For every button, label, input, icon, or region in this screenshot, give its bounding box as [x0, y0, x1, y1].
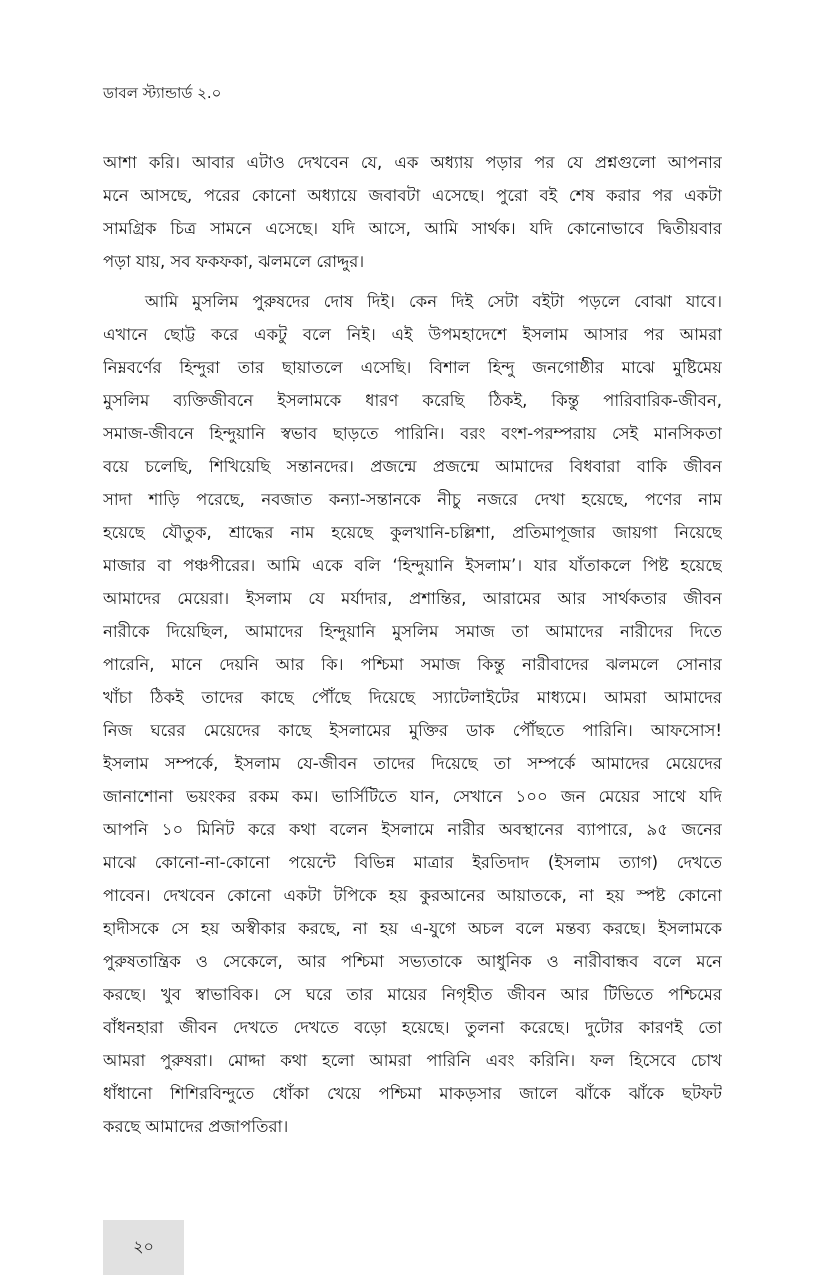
- text-line: সামগ্রিক চিত্র সামনে এসেছে। যদি আসে, আমি সার্থক। যদি কোনোভাবে দ্বিতীয়বার: [103, 219, 722, 238]
- page-number-box: [103, 1220, 184, 1275]
- text-line: নারীকে দিয়েছিল, আমাদের হিন্দুয়ানি মুসলিম সমাজ তা আমাদের নারীদের দিতে: [103, 622, 722, 641]
- text-line: করছে আমাদের প্রজাপতিরা।: [103, 1117, 289, 1136]
- body-text: [103, 146, 722, 1143]
- page-number: ২০: [133, 1237, 154, 1256]
- text-line: মনে আসছে, পরের কোনো অধ্যায়ে জবাবটা এসেছে। পুরো বই শেষ করার পর একটা: [103, 186, 722, 205]
- text-line: নিম্নবর্ণের হিন্দুরা তার ছায়াতলে এসেছি। বিশাল হিন্দু জনগোষ্ঠীর মাঝে মুষ্টিমেয়: [103, 358, 722, 377]
- text-line: পড়া যায়, সব ফকফকা, ঝলমলে রোদ্দুর।: [103, 252, 365, 271]
- text-line: নিজ ঘরের মেয়েদের কাছে ইসলামের মুক্তির ডাক পৌঁছতে পারিনি। আফসোস!: [103, 721, 722, 740]
- text-line: আমরা পুরুষরা। মোদ্দা কথা হলো আমরা পারিনি এবং করিনি। ফল হিসেবে চোখ: [103, 1051, 722, 1070]
- paragraph: [103, 285, 722, 1143]
- text-line: করছে। খুব স্বাভাবিক। সে ঘরে তার মায়ের নিগৃহীত জীবন আর টিভিতে পশ্চিমের: [103, 985, 722, 1004]
- text-line: পাবেন। দেখবেন কোনো একটা টপিকে হয় কুরআনের আয়াতকে, না হয় স্পষ্ট কোনো: [103, 886, 722, 905]
- text-line: সাদা শাড়ি পরেছে, নবজাত কন্যা-সন্তানকে নীচু নজরে দেখা হয়েছে, পণের নাম: [103, 490, 722, 509]
- running-header: ডাবল স্ট্যান্ডার্ড ২.০: [103, 84, 222, 102]
- text-line: মাজার বা পঞ্চপীরের। আমি একে বলি ‘হিন্দুয়ানি ইসলাম’। যার যাঁতাকলে পিষ্ট হয়েছে: [103, 556, 722, 575]
- text-line: হাদীসকে সে হয় অস্বীকার করছে, না হয় এ-যুগে অচল বলে মন্তব্য করছে। ইসলামকে: [103, 919, 722, 938]
- text-line: জানাশোনা ভয়ংকর রকম কম। ভার্সিটিতে যান, সেখানে ১০০ জন মেয়ের সাথে যদি: [103, 787, 722, 806]
- text-line: বাঁধনহারা জীবন দেখতে দেখতে বড়ো হয়েছে। তুলনা করেছে। দুটোর কারণই তো: [103, 1018, 722, 1037]
- paragraph: [103, 146, 722, 278]
- text-line: সমাজ-জীবনে হিন্দুয়ানি স্বভাব ছাড়তে পারিনি। বরং বংশ-পরম্পরায় সেই মানসিকতা: [103, 424, 722, 443]
- text-line: আশা করি। আবার এটাও দেখবেন যে, এক অধ্যায় পড়ার পর যে প্রশ্নগুলো আপনার: [103, 153, 722, 172]
- text-line: পারেনি, মানে দেয়নি আর কি। পশ্চিমা সমাজ কিন্তু নারীবাদের ঝলমলে সোনার: [103, 655, 722, 674]
- text-line: আমাদের মেয়েরা। ইসলাম যে মর্যাদার, প্রশান্তির, আরামের আর সার্থকতার জীবন: [103, 589, 722, 608]
- text-line: পুরুষতান্ত্রিক ও সেকেলে, আর পশ্চিমা সভ্যতাকে আধুনিক ও নারীবান্ধব বলে মনে: [103, 952, 722, 971]
- text-line: আপনি ১০ মিনিট করে কথা বলেন ইসলামে নারীর অবস্থানের ব্যাপারে, ৯৫ জনের: [103, 820, 722, 839]
- text-line: খাঁচা ঠিকই তাদের কাছে পৌঁছে দিয়েছে স্যাটেলাইটের মাধ্যমে। আমরা আমাদের: [103, 688, 722, 707]
- text-line: বয়ে চলেছি, শিখিয়েছি সন্তানদের। প্রজন্মে প্রজন্মে আমাদের বিধবারা বাকি জীবন: [103, 457, 722, 476]
- text-line: এখানে ছোট্ট করে একটু বলে নিই। এই উপমহাদেশে ইসলাম আসার পর আমরা: [103, 325, 722, 344]
- text-line: মাঝে কোনো-না-কোনো পয়েন্টে বিভিন্ন মাত্রার ইরতিদাদ (ইসলাম ত্যাগ) দেখতে: [103, 853, 722, 872]
- text-line: মুসলিম ব্যক্তিজীবনে ইসলামকে ধারণ করেছি ঠিকই, কিন্তু পারিবারিক-জীবন,: [103, 391, 722, 410]
- text-line: হয়েছে যৌতুক, শ্রাদ্ধের নাম হয়েছে কুলখানি-চল্লিশা, প্রতিমাপূজার জায়গা নিয়েছে: [103, 523, 722, 542]
- text-line: ইসলাম সম্পর্কে, ইসলাম যে-জীবন তাদের দিয়েছে তা সম্পর্কে আমাদের মেয়েদের: [103, 754, 722, 773]
- text-line: আমি মুসলিম পুরুষদের দোষ দিই। কেন দিই সেটা বইটা পড়লে বোঝা যাবে।: [145, 292, 722, 311]
- text-line: ধাঁধানো শিশিরবিন্দুতে ধোঁকা খেয়ে পশ্চিমা মাকড়সার জালে ঝাঁকে ঝাঁকে ছটফট: [103, 1084, 722, 1103]
